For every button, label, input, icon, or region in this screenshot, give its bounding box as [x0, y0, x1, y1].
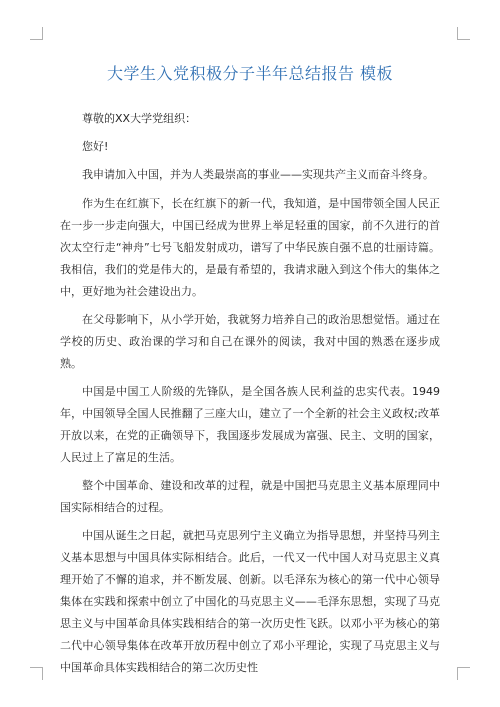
page-corner-mark-bottom-right: [457, 667, 470, 680]
page-corner-mark-bottom-left: [30, 667, 43, 680]
body-paragraph: 整个中国革命、建设和改革的过程，就是中国把马克思主义基本原理同中国实际相结合的过程。: [60, 479, 440, 515]
salutation: 尊敬的XX大学党组织：: [82, 112, 197, 125]
document-page: [60, 60, 440, 686]
body-paragraph: 中国从诞生之日起，就把马克思列宁主义确立为指导思想，并坚持马列主义基本思想与中国具体实际相结合。此后，一代又一代中国人对马克思主义真理开始了不懈的追求，并不断发展、创新。以毛泽东为核心的第一代中心领导集体在实践和探索中创立了中国化的马克思主义——毛泽东思想，实现了马克思主义与中国革命具体实践相结合的第一次历史性飞跃。以邓小平为核心的第二代中心领导集体在改革开放历程中创立了邓小平理论，实现了马克思主义与中国革命具体实践相结合的第二次历史性: [60, 529, 440, 675]
body-paragraph: 作为生在红旗下，长在红旗下的新一代，我知道，是中国带领全国人民正在一步一步走向强大，中国已经成为世界上举足轻重的国家，前不久进行的首次太空行走“神舟”七号飞船发射成功，谱写了中华民族自强不息的壮丽诗篇。我相信，我们的党是伟大的，是最有希望的，我请求融入到这个伟大的集体之中，更好地为社会建设出力。: [60, 196, 440, 298]
page-corner-mark-top-left: [30, 27, 43, 40]
body-paragraph: 中国是中国工人阶级的先锋队，是全国各族人民利益的忠实代表。1949年，中国领导全国人民推翻了三座大山，建立了一个全新的社会主义政权;改革开放以来，在党的正确领导下，我国逐步发展成为富强、民主、文明的国家，人民过上了富足的生活。: [60, 384, 440, 464]
page-corner-mark-top-right: [457, 27, 470, 40]
document-title: 大学生入党积极分子半年总结报告 模板: [106, 64, 394, 83]
body-paragraph: 在父母影响下，从小学开始，我就努力培养自己的政治思想觉悟。通过在学校的历史、政治课的学习和自己在课外的阅读，我对中国的熟悉在逐步成熟。: [60, 312, 440, 370]
greeting: 您好!: [82, 140, 109, 154]
body-paragraph: 我申请加入中国，并为人类最崇高的事业——实现共产主义而奋斗终身。: [82, 168, 434, 182]
